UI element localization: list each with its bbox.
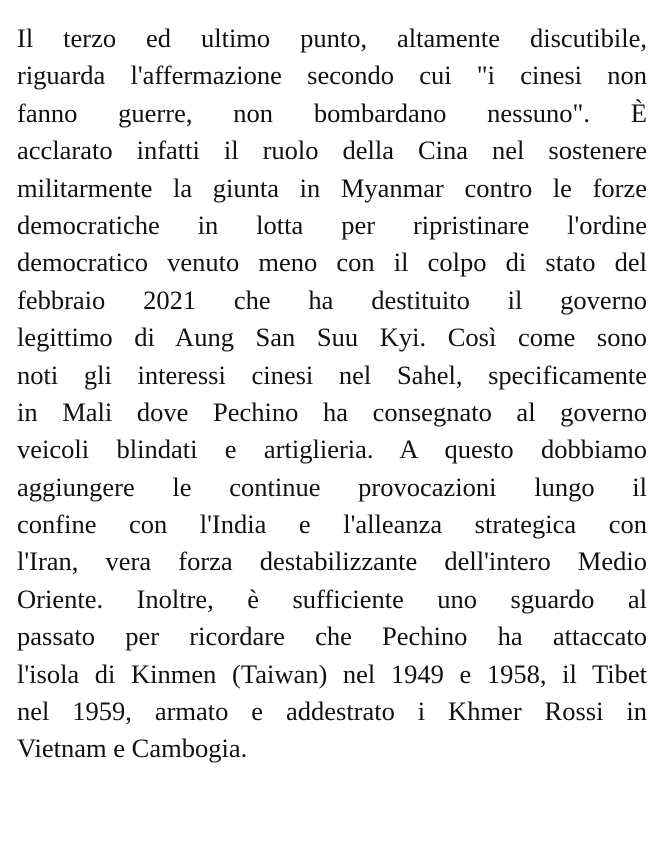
text-line: l'isola di Kinmen (Taiwan) nel 1949 e 1958, il Tibet — [17, 658, 647, 689]
text-line: febbraio 2021 che ha destituito il governo — [17, 284, 647, 315]
text-line: Oriente. Inoltre, è sufficiente uno sguardo al — [17, 583, 647, 614]
text-line: militarmente la giunta in Myanmar contro le forze — [17, 172, 647, 203]
text-line: nel 1959, armato e addestrato i Khmer Rossi in — [17, 696, 647, 727]
text-line: legittimo di Aung San Suu Kyi. Così come sono — [17, 322, 647, 353]
paragraph — [17, 20, 647, 768]
text-line: Vietnam e Cambogia. — [17, 733, 248, 764]
text-line: aggiungere le continue provocazioni lungo il — [17, 471, 647, 502]
text-line: noti gli interessi cinesi nel Sahel, specificamente — [17, 359, 647, 390]
text-line: in Mali dove Pechino ha consegnato al governo — [17, 396, 647, 427]
text-line: democratiche in lotta per ripristinare l'ordine — [17, 209, 647, 240]
text-line: riguarda l'affermazione secondo cui "i cinesi non — [17, 60, 647, 91]
text-line: confine con l'India e l'alleanza strategica con — [17, 509, 647, 540]
text-line: Il terzo ed ultimo punto, altamente discutibile, — [17, 23, 647, 53]
text-line: acclarato infatti il ruolo della Cina nel sostenere — [17, 135, 647, 166]
text-line: fanno guerre, non bombardano nessuno". È — [17, 97, 647, 128]
text-line: passato per ricordare che Pechino ha attaccato — [17, 621, 647, 652]
text-line: democratico venuto meno con il colpo di stato del — [17, 247, 647, 278]
text-line: veicoli blindati e artiglieria. A questo dobbiamo — [17, 434, 647, 465]
text-line: l'Iran, vera forza destabilizzante dell'intero Medio — [17, 546, 647, 577]
